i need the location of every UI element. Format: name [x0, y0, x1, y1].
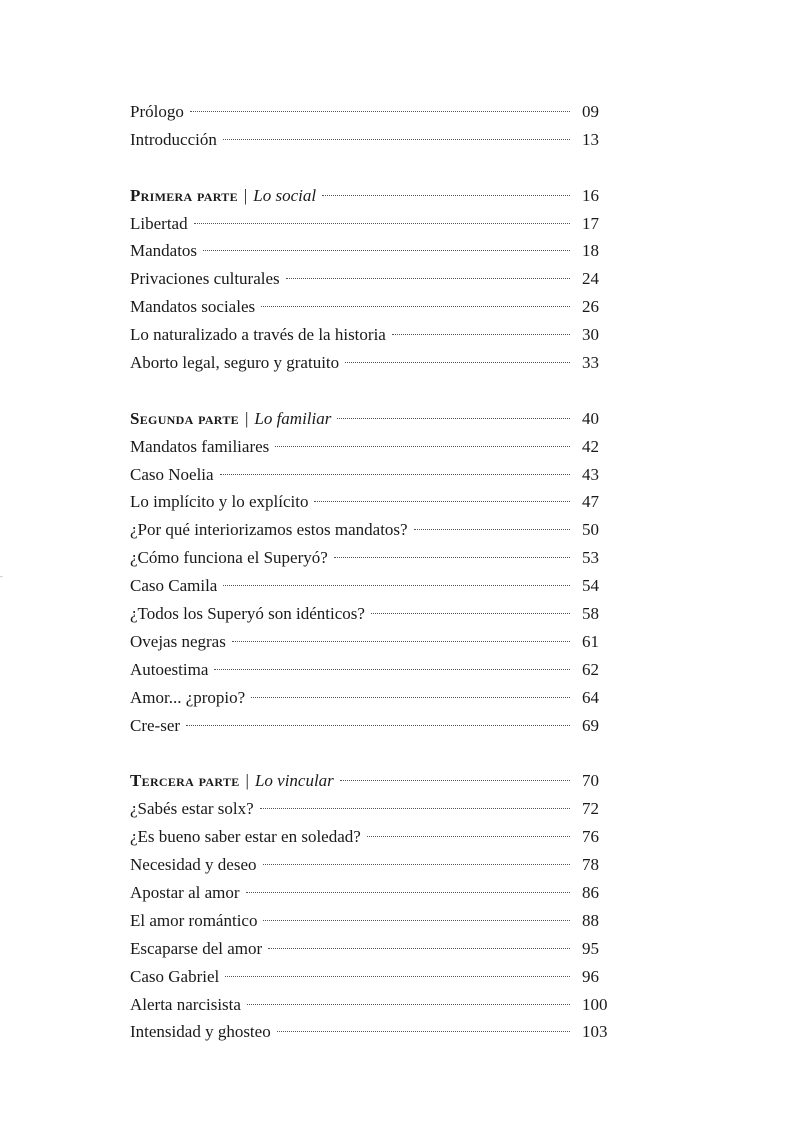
dot-leader	[260, 808, 570, 809]
entry-title: Introducción	[130, 129, 217, 149]
dot-leader	[220, 474, 570, 475]
dot-leader	[263, 864, 570, 865]
toc-entry[interactable]	[130, 461, 612, 489]
dot-leader	[247, 1004, 570, 1005]
toc-entry[interactable]	[130, 656, 612, 684]
page-number: 30	[582, 325, 599, 345]
toc-entry[interactable]	[130, 628, 612, 656]
section-gap	[130, 154, 612, 182]
page-number: 40	[582, 408, 599, 428]
part-separator: |	[244, 408, 249, 428]
page-number: 18	[582, 241, 599, 261]
page-number: 16	[582, 185, 599, 205]
part-subtitle: Lo vincular	[254, 771, 334, 791]
entry-title: Aborto legal, seguro y gratuito	[130, 353, 340, 373]
entry-title: ¿Sabés estar solx?	[130, 799, 254, 819]
page-number: 76	[582, 827, 599, 847]
page-number: 61	[582, 631, 599, 651]
entry-title: ¿Cómo funciona el Superyó?	[130, 548, 328, 568]
entry-title: ¿Todos los Superyó son idénticos?	[130, 604, 365, 624]
page-number: 72	[582, 799, 599, 819]
entry-title: Lo implícito y lo explícito	[130, 492, 309, 512]
toc-part-heading[interactable]	[130, 182, 612, 210]
page-number: 53	[582, 548, 599, 568]
page-number: 96	[582, 966, 599, 986]
toc-entry[interactable]	[130, 684, 612, 712]
page-number: 42	[582, 436, 599, 456]
toc-entry[interactable]	[130, 265, 612, 293]
page-number: 50	[582, 520, 599, 540]
entry-title: Caso Camila	[130, 576, 218, 596]
entry-title: Amor... ¿propio?	[130, 687, 246, 707]
page-number: 54	[582, 576, 599, 596]
entry-title: Cre-ser	[130, 715, 181, 735]
dot-leader	[367, 836, 570, 837]
toc-entry[interactable]	[130, 210, 612, 238]
table-of-contents	[130, 98, 612, 1046]
page-number: 58	[582, 604, 599, 624]
dot-leader	[414, 529, 570, 530]
margin-mark: -	[0, 572, 3, 581]
entry-title: ¿Por qué interiorizamos estos mandatos?	[130, 520, 408, 540]
dot-leader	[223, 139, 570, 140]
toc-entry[interactable]	[130, 935, 612, 963]
page-number: 100	[582, 994, 608, 1014]
toc-entry[interactable]	[130, 600, 612, 628]
toc-entry[interactable]	[130, 963, 612, 991]
part-subtitle: Lo social	[253, 185, 317, 205]
entry-title: Escaparse del amor	[130, 938, 263, 958]
dot-leader	[194, 223, 570, 224]
dot-leader	[190, 111, 570, 112]
page-number: 103	[582, 1022, 608, 1042]
page-number: 88	[582, 910, 599, 930]
dot-leader	[275, 446, 570, 447]
entry-title: Mandatos sociales	[130, 297, 256, 317]
page-number: 70	[582, 771, 599, 791]
toc-part-heading[interactable]	[130, 405, 612, 433]
part-label: Segunda parte	[130, 408, 239, 428]
entry-title: Mandatos	[130, 241, 198, 261]
entry-title: Prólogo	[130, 102, 184, 121]
toc-entry[interactable]	[130, 712, 612, 740]
entry-title: ¿Es bueno saber estar en soledad?	[130, 827, 361, 847]
page-number: 09	[582, 102, 599, 121]
entry-title: Autoestima	[130, 659, 209, 679]
page-number: 13	[582, 129, 599, 149]
part-title	[130, 405, 331, 433]
part-separator: |	[245, 771, 249, 791]
toc-entry[interactable]	[130, 991, 612, 1019]
toc-entry[interactable]	[130, 433, 612, 461]
dot-leader	[286, 278, 570, 279]
section-gap	[130, 739, 612, 767]
page-number: 17	[582, 213, 599, 233]
toc-entry[interactable]	[130, 321, 612, 349]
part-title	[130, 182, 316, 210]
dot-leader	[371, 613, 570, 614]
dot-leader	[251, 697, 570, 698]
entry-title: Intensidad y ghosteo	[130, 1022, 271, 1042]
toc-entry[interactable]	[130, 879, 612, 907]
page-number: 43	[582, 464, 599, 484]
dot-leader	[263, 920, 570, 921]
page-number: 95	[582, 938, 599, 958]
entry-title: Libertad	[130, 213, 188, 233]
entry-title: Lo naturalizado a través de la historia	[130, 325, 386, 345]
part-label: Tercera parte	[130, 771, 240, 791]
toc-entry[interactable]	[130, 544, 612, 572]
entry-title: Alerta narcisista	[130, 994, 241, 1014]
part-label: Primera parte	[130, 185, 238, 205]
page-number: 26	[582, 297, 599, 317]
toc-entry[interactable]	[130, 126, 612, 154]
dot-leader	[277, 1031, 570, 1032]
entry-title: Privaciones culturales	[130, 269, 280, 289]
toc-entry[interactable]	[130, 795, 612, 823]
page-number: 78	[582, 855, 599, 875]
page-number: 33	[582, 353, 599, 373]
dot-leader	[314, 501, 570, 502]
dot-leader	[232, 641, 570, 642]
page-number: 62	[582, 659, 599, 679]
dot-leader	[345, 362, 570, 363]
part-subtitle: Lo familiar	[254, 408, 332, 428]
toc-entry[interactable]	[130, 572, 612, 600]
entry-title: Caso Gabriel	[130, 966, 220, 986]
dot-leader	[268, 948, 570, 949]
section-gap	[130, 377, 612, 405]
entry-title: Ovejas negras	[130, 631, 226, 651]
toc-entry[interactable]	[130, 851, 612, 879]
dot-leader	[246, 892, 570, 893]
dot-leader	[340, 780, 570, 781]
entry-title: Necesidad y deseo	[130, 855, 257, 875]
entry-title: Mandatos familiares	[130, 436, 270, 456]
page-number: 64	[582, 687, 599, 707]
dot-leader	[225, 976, 570, 977]
part-separator: |	[243, 185, 248, 205]
toc-entry[interactable]	[130, 98, 612, 126]
dot-leader	[261, 306, 570, 307]
toc-entry[interactable]	[130, 237, 612, 265]
toc-entry[interactable]	[130, 823, 612, 851]
entry-title: Caso Noelia	[130, 464, 214, 484]
toc-entry[interactable]	[130, 1018, 612, 1046]
page-number: 24	[582, 269, 599, 289]
page-number: 69	[582, 715, 599, 735]
dot-leader	[203, 250, 570, 251]
page-number: 47	[582, 492, 599, 512]
dot-leader	[186, 725, 570, 726]
toc-entry[interactable]	[130, 907, 612, 935]
toc-entry[interactable]	[130, 488, 612, 516]
dot-leader	[214, 669, 570, 670]
dot-leader	[334, 557, 570, 558]
toc-entry[interactable]	[130, 516, 612, 544]
toc-entry[interactable]	[130, 293, 612, 321]
toc-part-heading[interactable]	[130, 767, 612, 795]
part-title	[130, 767, 334, 795]
toc-entry[interactable]	[130, 349, 612, 377]
dot-leader	[223, 585, 570, 586]
entry-title: El amor romántico	[130, 910, 258, 930]
dot-leader	[322, 195, 570, 196]
entry-title: Apostar al amor	[130, 882, 240, 902]
dot-leader	[392, 334, 570, 335]
page-number: 86	[582, 882, 599, 902]
dot-leader	[337, 418, 570, 419]
